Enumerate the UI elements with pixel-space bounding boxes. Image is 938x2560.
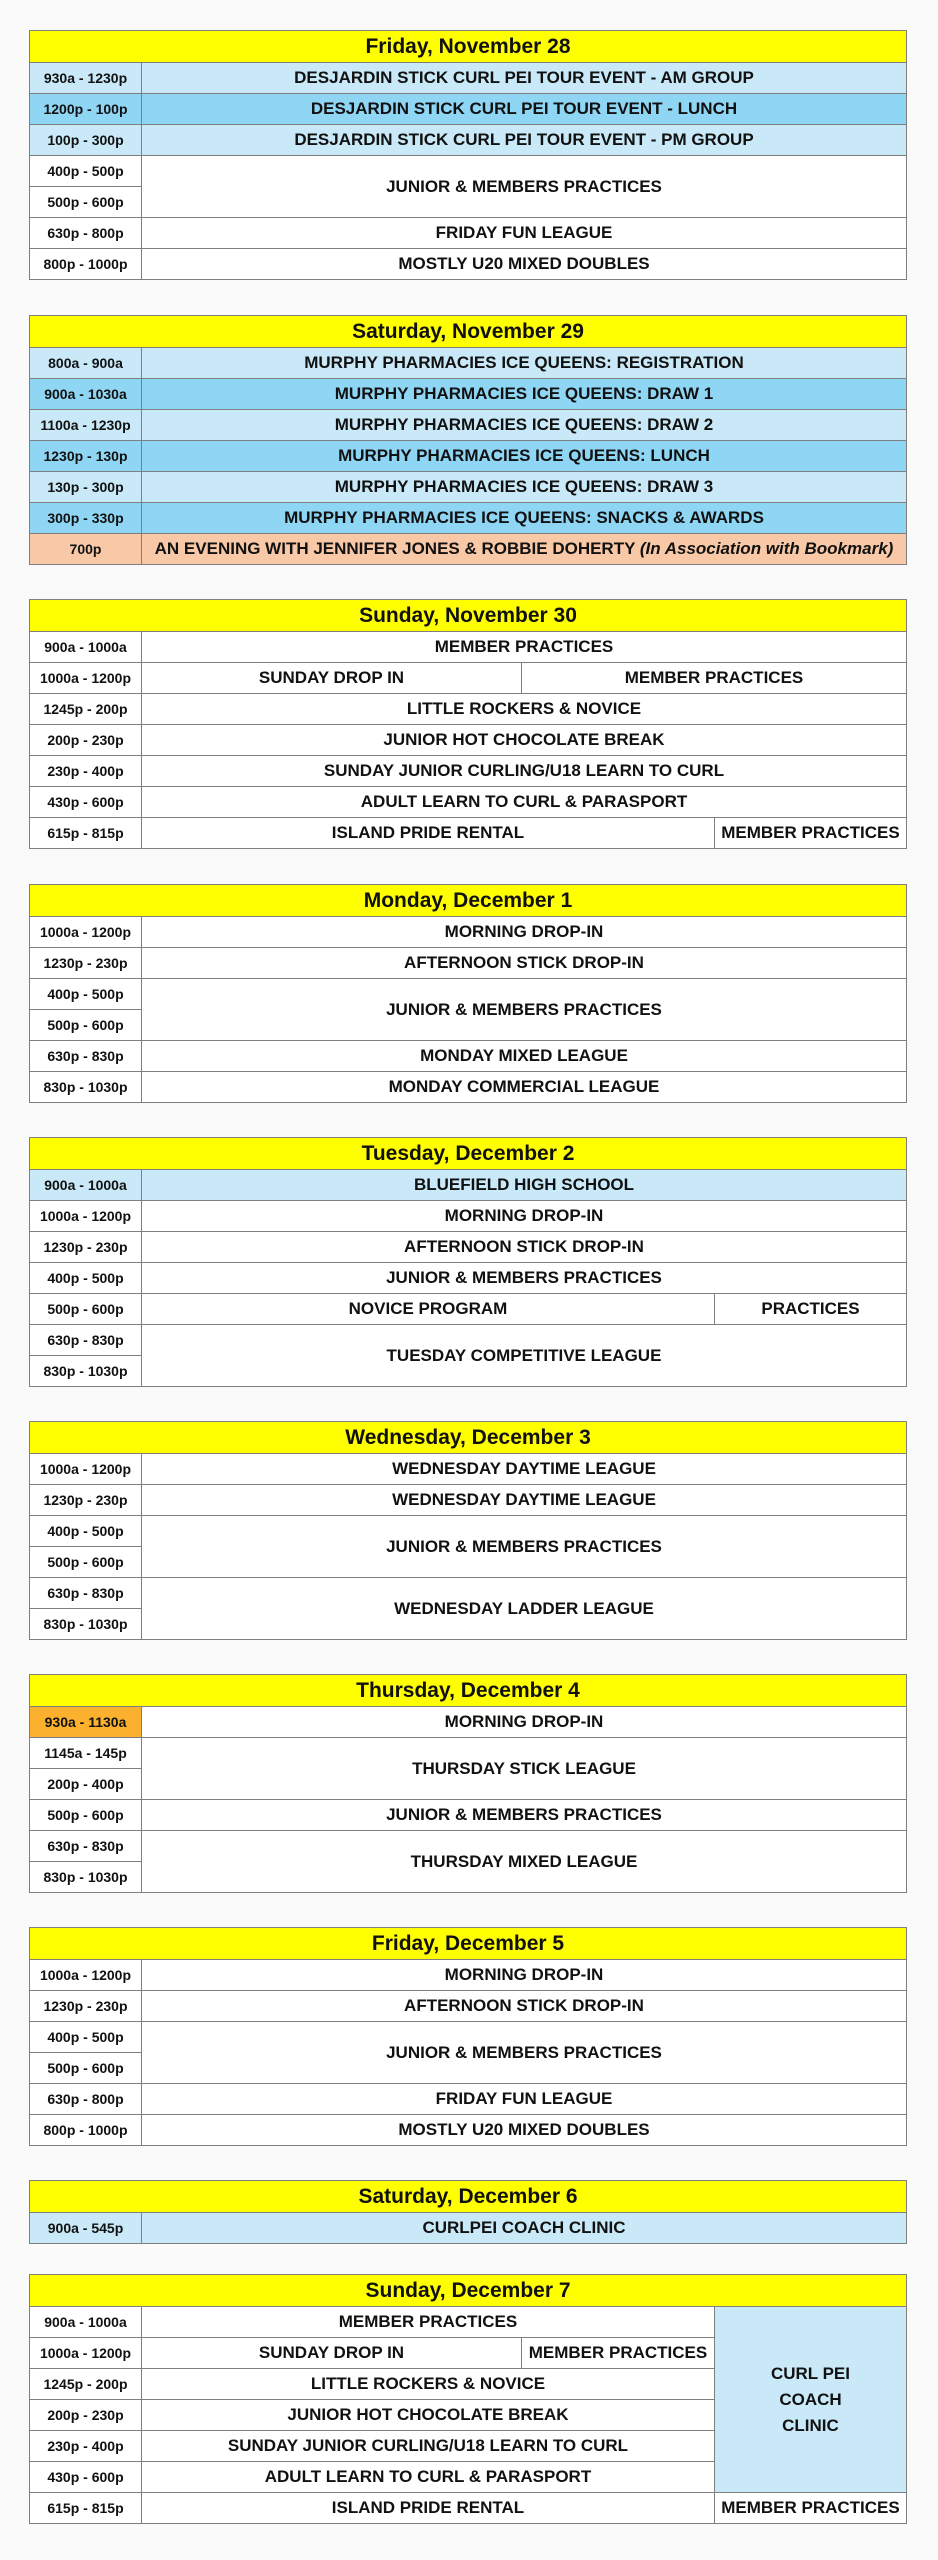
time-cell: 400p - 500p: [30, 1516, 142, 1547]
event-cell: WEDNESDAY DAYTIME LEAGUE: [142, 1485, 907, 1516]
event-cell-secondary: MEMBER PRACTICES: [522, 663, 907, 694]
event-cell: DESJARDIN STICK CURL PEI TOUR EVENT - LUNCH: [142, 94, 907, 125]
time-cell: 200p - 230p: [30, 725, 142, 756]
time-cell: 1200p - 100p: [30, 94, 142, 125]
day-title: Monday, December 1: [30, 885, 907, 917]
time-cell: 1000a - 1200p: [30, 663, 142, 694]
event-cell: ADULT LEARN TO CURL & PARASPORT: [142, 2462, 715, 2493]
event-cell: MURPHY PHARMACIES ICE QUEENS: REGISTRATION: [142, 348, 907, 379]
event-cell: JUNIOR & MEMBERS PRACTICES: [142, 979, 907, 1041]
time-cell: 1230p - 230p: [30, 1991, 142, 2022]
event-cell: JUNIOR & MEMBERS PRACTICES: [142, 1800, 907, 1831]
event-cell: THURSDAY MIXED LEAGUE: [142, 1831, 907, 1893]
day-block-sat-nov29: [29, 315, 907, 565]
time-cell: 900a - 1000a: [30, 2307, 142, 2338]
event-cell: SUNDAY JUNIOR CURLING/U18 LEARN TO CURL: [142, 756, 907, 787]
event-cell: MURPHY PHARMACIES ICE QUEENS: DRAW 1: [142, 379, 907, 410]
time-cell: 900a - 545p: [30, 2213, 142, 2244]
time-cell: 1145a - 145p: [30, 1738, 142, 1769]
event-cell-secondary: MEMBER PRACTICES: [714, 818, 906, 849]
time-cell: 300p - 330p: [30, 503, 142, 534]
time-cell: 630p - 830p: [30, 1041, 142, 1072]
coach-clinic-cell: [714, 2307, 906, 2493]
event-cell: LITTLE ROCKERS & NOVICE: [142, 2369, 715, 2400]
day-block-sun-nov30: [29, 599, 907, 849]
event-cell: AFTERNOON STICK DROP-IN: [142, 948, 907, 979]
event-cell-secondary: MEMBER PRACTICES: [522, 2338, 715, 2369]
event-cell: NOVICE PROGRAM: [142, 1294, 715, 1325]
time-cell: 1245p - 200p: [30, 694, 142, 725]
day-block-wed-dec3: [29, 1421, 907, 1640]
time-cell: 230p - 400p: [30, 756, 142, 787]
day-block-mon-dec1: [29, 884, 907, 1103]
time-cell: 615p - 815p: [30, 818, 142, 849]
time-cell: 1000a - 1200p: [30, 1960, 142, 1991]
clinic-line: COACH: [779, 2389, 842, 2409]
day-title: Friday, November 28: [30, 31, 907, 63]
clinic-line: CLINIC: [782, 2415, 839, 2435]
time-cell: 400p - 500p: [30, 2022, 142, 2053]
event-cell: MEMBER PRACTICES: [142, 632, 907, 663]
event-cell: CURLPEI COACH CLINIC: [142, 2213, 907, 2244]
day-block-sat-dec6: [29, 2180, 907, 2244]
event-cell: MORNING DROP-IN: [142, 917, 907, 948]
time-cell: 1100a - 1230p: [30, 410, 142, 441]
time-cell: 400p - 500p: [30, 156, 142, 187]
time-cell: 830p - 1030p: [30, 1609, 142, 1640]
time-cell: 830p - 1030p: [30, 1356, 142, 1387]
time-cell: 1230p - 130p: [30, 441, 142, 472]
time-cell: 230p - 400p: [30, 2431, 142, 2462]
event-cell: SUNDAY JUNIOR CURLING/U18 LEARN TO CURL: [142, 2431, 715, 2462]
time-cell: 1230p - 230p: [30, 948, 142, 979]
time-cell: 900a - 1000a: [30, 1170, 142, 1201]
clinic-line: CURL PEI: [770, 2363, 850, 2383]
event-cell: MEMBER PRACTICES: [142, 2307, 715, 2338]
event-cell: MOSTLY U20 MIXED DOUBLES: [142, 249, 907, 280]
time-cell: 1245p - 200p: [30, 2369, 142, 2400]
event-cell: AFTERNOON STICK DROP-IN: [142, 1991, 907, 2022]
day-title: Sunday, November 30: [30, 600, 907, 632]
event-cell: FRIDAY FUN LEAGUE: [142, 218, 907, 249]
event-text: AN EVENING WITH JENNIFER JONES & ROBBIE DOHERTY: [154, 539, 636, 558]
event-cell: DESJARDIN STICK CURL PEI TOUR EVENT - PM GROUP: [142, 125, 907, 156]
time-cell: 630p - 830p: [30, 1831, 142, 1862]
day-title: Thursday, December 4: [30, 1675, 907, 1707]
event-cell: WEDNESDAY LADDER LEAGUE: [142, 1578, 907, 1640]
time-cell: 500p - 600p: [30, 2053, 142, 2084]
time-cell: 830p - 1030p: [30, 1072, 142, 1103]
event-cell: ADULT LEARN TO CURL & PARASPORT: [142, 787, 907, 818]
event-cell: JUNIOR HOT CHOCOLATE BREAK: [142, 2400, 715, 2431]
day-block-tue-dec2: [29, 1137, 907, 1387]
event-cell: JUNIOR HOT CHOCOLATE BREAK: [142, 725, 907, 756]
event-cell: MURPHY PHARMACIES ICE QUEENS: LUNCH: [142, 441, 907, 472]
time-cell: 930a - 1230p: [30, 63, 142, 94]
event-cell: AFTERNOON STICK DROP-IN: [142, 1232, 907, 1263]
event-cell: TUESDAY COMPETITIVE LEAGUE: [142, 1325, 907, 1387]
event-cell: MURPHY PHARMACIES ICE QUEENS: SNACKS & AWARDS: [142, 503, 907, 534]
event-cell: DESJARDIN STICK CURL PEI TOUR EVENT - AM GROUP: [142, 63, 907, 94]
time-cell: 1230p - 230p: [30, 1485, 142, 1516]
time-cell: 430p - 600p: [30, 787, 142, 818]
time-cell: 430p - 600p: [30, 2462, 142, 2493]
event-cell: MORNING DROP-IN: [142, 1960, 907, 1991]
event-note: (In Association with Bookmark): [639, 539, 894, 558]
day-block-sun-dec7: [29, 2274, 907, 2524]
event-cell: THURSDAY STICK LEAGUE: [142, 1738, 907, 1800]
time-cell: 615p - 815p: [30, 2493, 142, 2524]
time-cell: 800p - 1000p: [30, 249, 142, 280]
time-cell: 900a - 1000a: [30, 632, 142, 663]
event-cell: ISLAND PRIDE RENTAL: [142, 2493, 715, 2524]
day-title: Saturday, December 6: [30, 2181, 907, 2213]
time-cell: 700p: [30, 534, 142, 565]
time-cell: 100p - 300p: [30, 125, 142, 156]
event-cell: ISLAND PRIDE RENTAL: [142, 818, 715, 849]
time-cell: 500p - 600p: [30, 1010, 142, 1041]
day-title: Friday, December 5: [30, 1928, 907, 1960]
event-cell: SUNDAY DROP IN: [142, 2338, 522, 2369]
time-cell: 1000a - 1200p: [30, 1201, 142, 1232]
time-cell: 1000a - 1200p: [30, 1454, 142, 1485]
day-title: Sunday, December 7: [30, 2275, 907, 2307]
time-cell: 200p - 400p: [30, 1769, 142, 1800]
event-cell: FRIDAY FUN LEAGUE: [142, 2084, 907, 2115]
time-cell: 130p - 300p: [30, 472, 142, 503]
time-cell: 500p - 600p: [30, 1294, 142, 1325]
event-cell: SUNDAY DROP IN: [142, 663, 522, 694]
time-cell: 500p - 600p: [30, 187, 142, 218]
time-cell: 800p - 1000p: [30, 2115, 142, 2146]
day-block-fri-dec5: [29, 1927, 907, 2146]
day-title: Wednesday, December 3: [30, 1422, 907, 1454]
event-cell: MURPHY PHARMACIES ICE QUEENS: DRAW 2: [142, 410, 907, 441]
time-cell: 630p - 830p: [30, 1578, 142, 1609]
time-cell: 900a - 1030a: [30, 379, 142, 410]
event-cell: MONDAY COMMERCIAL LEAGUE: [142, 1072, 907, 1103]
event-cell: JUNIOR & MEMBERS PRACTICES: [142, 2022, 907, 2084]
event-cell: MONDAY MIXED LEAGUE: [142, 1041, 907, 1072]
event-cell: MURPHY PHARMACIES ICE QUEENS: DRAW 3: [142, 472, 907, 503]
time-cell: 630p - 800p: [30, 218, 142, 249]
event-cell: LITTLE ROCKERS & NOVICE: [142, 694, 907, 725]
time-cell: 630p - 830p: [30, 1325, 142, 1356]
time-cell: 500p - 600p: [30, 1547, 142, 1578]
time-cell: 930a - 1130a: [30, 1707, 142, 1738]
event-cell: WEDNESDAY DAYTIME LEAGUE: [142, 1454, 907, 1485]
event-cell: [142, 534, 907, 565]
time-cell: 1000a - 1200p: [30, 917, 142, 948]
event-cell: JUNIOR & MEMBERS PRACTICES: [142, 156, 907, 218]
time-cell: 400p - 500p: [30, 1263, 142, 1294]
day-block-fri-nov28: [29, 30, 907, 280]
time-cell: 1000a - 1200p: [30, 2338, 142, 2369]
event-cell: JUNIOR & MEMBERS PRACTICES: [142, 1263, 907, 1294]
event-cell: MOSTLY U20 MIXED DOUBLES: [142, 2115, 907, 2146]
event-cell-secondary: MEMBER PRACTICES: [714, 2493, 906, 2524]
time-cell: 630p - 800p: [30, 2084, 142, 2115]
time-cell: 200p - 230p: [30, 2400, 142, 2431]
time-cell: 1230p - 230p: [30, 1232, 142, 1263]
event-cell-secondary: PRACTICES: [714, 1294, 906, 1325]
time-cell: 830p - 1030p: [30, 1862, 142, 1893]
time-cell: 400p - 500p: [30, 979, 142, 1010]
event-cell: JUNIOR & MEMBERS PRACTICES: [142, 1516, 907, 1578]
event-cell: MORNING DROP-IN: [142, 1201, 907, 1232]
day-title: Tuesday, December 2: [30, 1138, 907, 1170]
time-cell: 500p - 600p: [30, 1800, 142, 1831]
event-cell: BLUEFIELD HIGH SCHOOL: [142, 1170, 907, 1201]
time-cell: 800a - 900a: [30, 348, 142, 379]
day-block-thu-dec4: [29, 1674, 907, 1893]
day-title: Saturday, November 29: [30, 316, 907, 348]
event-cell: MORNING DROP-IN: [142, 1707, 907, 1738]
